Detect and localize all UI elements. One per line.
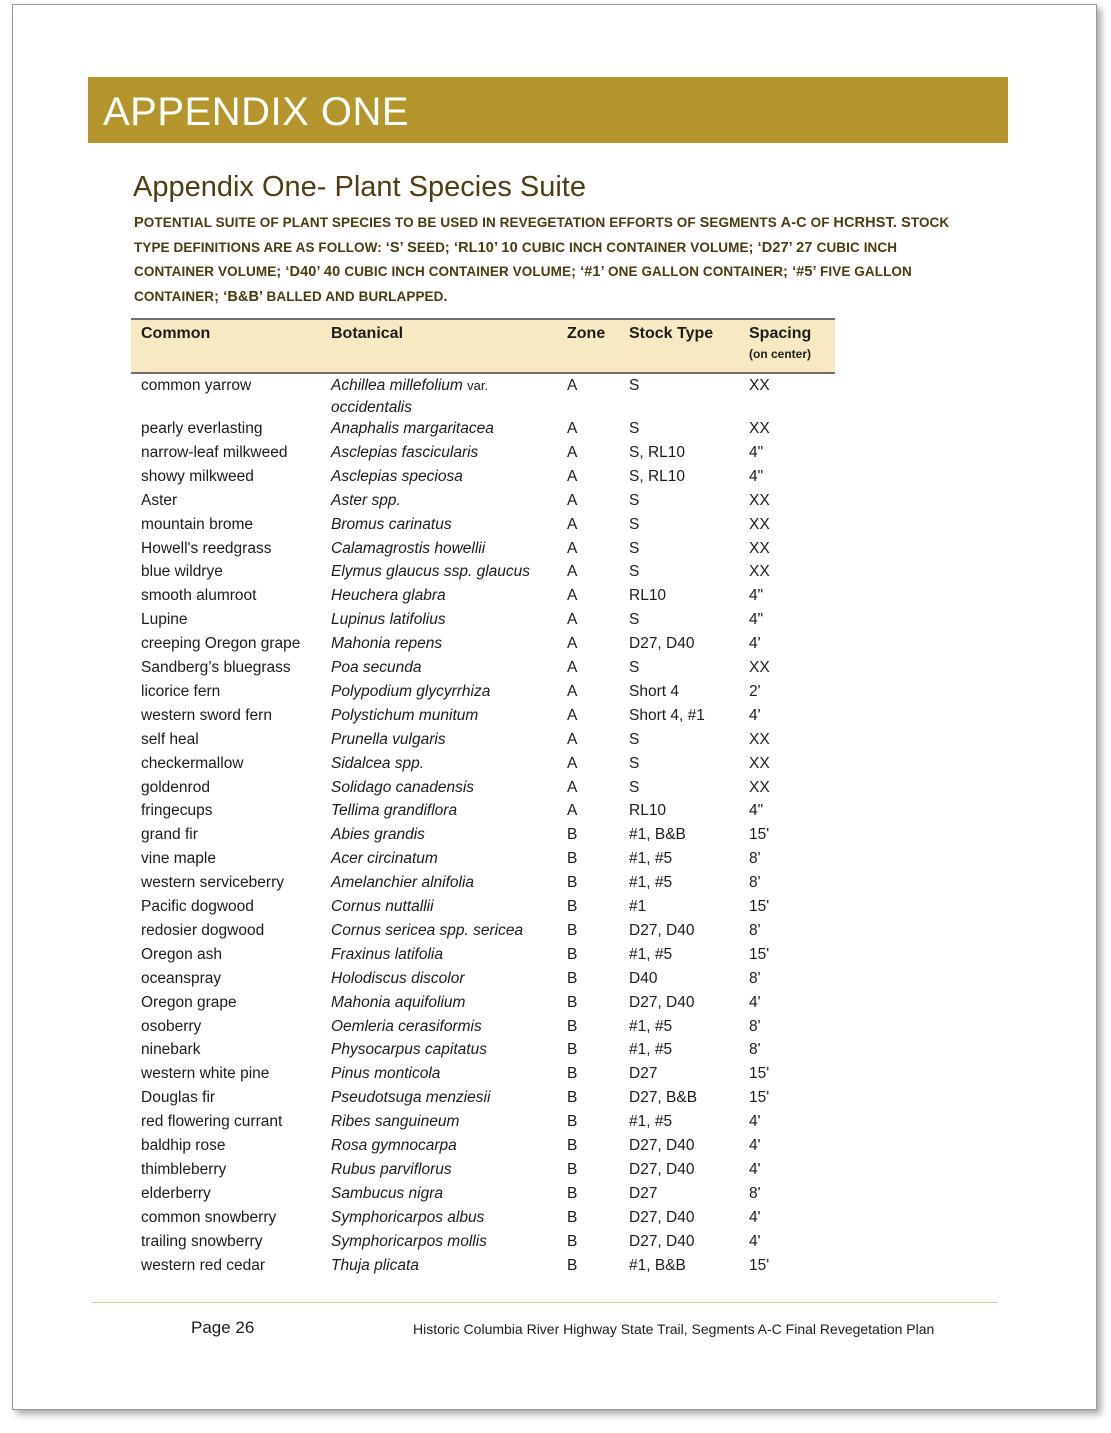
cell-common: mountain brome (141, 515, 254, 533)
cell-spacing: 2' (749, 682, 761, 700)
cell-stock-type: #1, B&B (629, 826, 686, 844)
botanical-name: Oemleria cerasiformis (331, 1017, 482, 1035)
cell-stock-type: #1, #5 (629, 1113, 673, 1131)
cell-botanical (331, 538, 485, 560)
cell-botanical (331, 657, 422, 679)
cell-common: ninebark (141, 1041, 201, 1059)
header-spacing (749, 324, 811, 362)
cell-spacing: 4" (749, 587, 764, 605)
cell-common: smooth alumroot (141, 587, 257, 605)
header-stock-type: Stock Type (629, 325, 714, 342)
cell-common: showy milkweed (141, 467, 254, 485)
cell-common: Lupine (141, 611, 188, 629)
cell-zone: B (567, 1256, 578, 1274)
cell-spacing: XX (749, 539, 770, 557)
cell-zone: A (567, 659, 578, 676)
document-page (12, 4, 1097, 1410)
cell-botanical (331, 753, 424, 775)
botanical-name: Pinus monticola (331, 1065, 441, 1083)
botanical-name: Prunella vulgaris (331, 730, 446, 748)
cell-botanical (331, 848, 438, 870)
cell-zone: B (567, 993, 578, 1011)
cell-zone: A (567, 754, 578, 772)
cell-botanical (331, 1183, 443, 1205)
cell-zone: A (567, 778, 578, 796)
cell-stock-type: D27 (629, 1065, 658, 1083)
cell-zone: A (567, 467, 578, 485)
cell-spacing: XX (749, 420, 770, 437)
cell-zone: B (567, 1160, 578, 1178)
cell-stock-type: #1, #5 (629, 1017, 673, 1035)
cell-spacing: 4' (749, 1113, 761, 1131)
cell-stock-type: S (629, 491, 640, 509)
cell-botanical (331, 609, 446, 631)
cell-spacing: XX (749, 754, 770, 772)
cell-stock-type: RL10 (629, 802, 667, 820)
cell-zone: B (567, 921, 578, 939)
cell-spacing: 4" (749, 611, 764, 629)
cell-botanical (331, 777, 474, 799)
cell-common: self heal (141, 730, 199, 748)
cell-common: oceanspray (141, 969, 222, 987)
botanical-name: Fraxinus latifolia (331, 945, 443, 963)
cell-botanical (331, 968, 465, 990)
cell-botanical (331, 896, 434, 918)
botanical-name: Mahonia repens (331, 635, 443, 653)
cell-zone: A (567, 491, 578, 509)
cell-common: checkermallow (141, 754, 244, 772)
cell-botanical (331, 920, 523, 942)
cell-spacing: 15' (749, 1089, 770, 1107)
cell-stock-type: S (629, 515, 640, 533)
botanical-name: Rosa gymnocarpa (331, 1137, 457, 1154)
cell-common: goldenrod (141, 778, 210, 796)
cell-zone: A (567, 730, 578, 748)
cell-zone: A (567, 420, 578, 437)
botanical-name: Cornus nuttallii (331, 898, 434, 915)
botanical-name: Sidalcea spp. (331, 754, 425, 772)
cell-zone: A (567, 563, 578, 581)
cell-spacing: 15' (749, 826, 770, 844)
cell-botanical (331, 1231, 487, 1253)
cell-stock-type: #1, #5 (629, 1041, 673, 1059)
botanical-name: Abies grandis (331, 826, 425, 844)
cell-zone: B (567, 1041, 578, 1059)
cell-common: osoberry (141, 1017, 202, 1035)
cell-common: vine maple (141, 850, 216, 868)
cell-zone: B (567, 874, 578, 892)
cell-zone: A (567, 515, 578, 533)
cell-stock-type: D27, D40 (629, 993, 695, 1011)
cell-stock-type: D27 (629, 1184, 658, 1202)
cell-zone: A (567, 706, 578, 724)
footer-divider (92, 1302, 998, 1303)
botanical-name: Asclepias fascicularis (331, 443, 479, 461)
cell-spacing: XX (749, 563, 770, 581)
cell-stock-type: Short 4 (629, 682, 679, 700)
cell-common: trailing snowberry (141, 1232, 263, 1250)
cell-botanical (331, 490, 401, 512)
cell-zone: A (567, 682, 578, 700)
cell-botanical (331, 418, 494, 440)
cell-common: baldhip rose (141, 1137, 226, 1154)
cell-botanical (331, 681, 490, 703)
cell-botanical (331, 1159, 452, 1181)
cell-zone: B (567, 850, 578, 868)
cell-zone: A (567, 635, 578, 653)
cell-stock-type: #1, #5 (629, 945, 673, 963)
cell-stock-type: S (629, 754, 640, 772)
cell-common: Douglas fir (141, 1089, 216, 1107)
header-spacing-sub: (on center) (749, 347, 812, 361)
header-botanical: Botanical (331, 325, 404, 342)
botanical-name: Amelanchier alnifolia (331, 874, 475, 892)
botanical-name: Lupinus latifolius (331, 611, 446, 629)
cell-botanical (331, 375, 488, 419)
botanical-name: Pseudotsuga menziesii (331, 1089, 491, 1107)
header-zone: Zone (567, 325, 606, 342)
cell-stock-type: #1 (629, 898, 647, 915)
cell-stock-type: S (629, 659, 640, 676)
cell-zone: B (567, 1017, 578, 1035)
cell-botanical (331, 1039, 487, 1061)
cell-spacing: 15' (749, 898, 770, 915)
cell-spacing: 8' (749, 1041, 761, 1059)
cell-common: narrow-leaf milkweed (141, 443, 288, 461)
cell-botanical (331, 800, 457, 822)
cell-stock-type: D27, D40 (629, 1160, 695, 1178)
cell-stock-type: S (629, 420, 640, 437)
cell-common: fringecups (141, 802, 213, 820)
cell-common: elderberry (141, 1184, 211, 1202)
botanical-name: Symphoricarpos albus (331, 1208, 485, 1226)
cell-stock-type: D40 (629, 969, 658, 987)
cell-zone: B (567, 945, 578, 963)
cell-zone: B (567, 1232, 578, 1250)
cell-zone: B (567, 969, 578, 987)
cell-botanical (331, 1255, 419, 1277)
botanical-name: Calamagrostis howellii (331, 539, 486, 557)
intro-text: POTENTIAL SUITE OF PLANT SPECIES TO BE USED IN REVEGETATION EFFORTS OF SEGMENTS A-C OF HCRHST. STOCK (134, 215, 950, 231)
cell-common: Oregon grape (141, 993, 237, 1011)
cell-common: common snowberry (141, 1208, 277, 1226)
cell-common: western serviceberry (141, 874, 284, 892)
cell-stock-type: S (629, 563, 640, 581)
cell-common: pearly everlasting (141, 420, 263, 437)
cell-zone: A (567, 443, 578, 461)
table-header (131, 318, 835, 374)
botanical-name: Holodiscus discolor (331, 969, 465, 987)
intro-text: TYPE DEFINITIONS ARE AS FOLLOW: ‘S’ SEED; ‘RL10’ 10 CUBIC INCH CONTAINER VOLUME; ‘D27’ 27 CUBIC INCH (134, 239, 898, 256)
header-common: Common (141, 325, 211, 342)
cell-spacing: XX (749, 730, 770, 748)
cell-spacing: 15' (749, 945, 770, 963)
cell-zone: A (567, 377, 578, 394)
cell-zone: B (567, 826, 578, 844)
cell-spacing: 15' (749, 1065, 770, 1083)
cell-common: western white pine (141, 1065, 270, 1083)
cell-common: thimbleberry (141, 1160, 227, 1178)
cell-spacing: 4' (749, 1160, 761, 1178)
cell-stock-type: D27, D40 (629, 635, 695, 653)
cell-stock-type: D27, B&B (629, 1089, 698, 1107)
botanical-name: Polystichum munitum (331, 706, 479, 724)
cell-stock-type: S, RL10 (629, 443, 686, 461)
cell-spacing: 4' (749, 1232, 761, 1250)
botanical-name: Achillea millefolium (331, 377, 463, 394)
botanical-name: Mahonia aquifolium (331, 993, 466, 1011)
intro-text: CONTAINER; ‘B&B’ BALLED AND BURLAPPED. (134, 288, 448, 305)
cell-spacing: 4' (749, 706, 761, 724)
cell-botanical (331, 633, 442, 655)
botanical-name: Physocarpus capitatus (331, 1041, 487, 1059)
cell-zone: A (567, 611, 578, 629)
cell-spacing: 4" (749, 443, 764, 461)
cell-stock-type: #1, B&B (629, 1256, 686, 1274)
cell-botanical (331, 514, 452, 536)
cell-botanical (331, 1135, 457, 1157)
cell-spacing: 4' (749, 993, 761, 1011)
cell-spacing: 8' (749, 850, 761, 868)
cell-stock-type: D27, D40 (629, 1137, 695, 1154)
cell-stock-type: #1, #5 (629, 874, 673, 892)
cell-zone: B (567, 1089, 578, 1107)
cell-spacing: XX (749, 491, 770, 509)
cell-spacing: XX (749, 515, 770, 533)
cell-stock-type: D27, D40 (629, 921, 695, 939)
cell-spacing: XX (749, 778, 770, 796)
cell-spacing: 4" (749, 467, 764, 485)
cell-botanical (331, 1087, 490, 1109)
cell-botanical (331, 561, 530, 583)
cell-spacing: 8' (749, 921, 761, 939)
cell-botanical (331, 466, 463, 488)
cell-botanical (331, 442, 478, 464)
header-spacing-label: Spacing (749, 325, 812, 342)
botanical-name: Acer circinatum (331, 850, 438, 868)
cell-stock-type: S, RL10 (629, 467, 686, 485)
cell-botanical (331, 1016, 482, 1038)
cell-common: western red cedar (141, 1256, 266, 1274)
cell-zone: B (567, 1184, 578, 1202)
cell-spacing: 15' (749, 1256, 770, 1274)
cell-spacing: 8' (749, 1017, 761, 1035)
cell-stock-type: S (629, 730, 640, 748)
cell-botanical (331, 944, 443, 966)
cell-common: Aster (141, 491, 178, 509)
botanical-name: Ribes sanguineum (331, 1113, 460, 1131)
cell-common: Oregon ash (141, 945, 222, 963)
footer-document-title: Historic Columbia River Highway State Trail, Segments A-C Final Revegetation Plan (413, 1321, 935, 1337)
botanical-name: Solidago canadensis (331, 778, 475, 796)
cell-spacing: 4' (749, 1208, 761, 1226)
botanical-name: Elymus glaucus ssp. glaucus (331, 563, 531, 581)
botanical-name: Symphoricarpos mollis (331, 1232, 487, 1250)
cell-spacing: 8' (749, 969, 761, 987)
cell-spacing: 8' (749, 1184, 761, 1202)
cell-zone: B (567, 898, 578, 915)
botanical-name: Sambucus nigra (331, 1184, 444, 1202)
cell-spacing: XX (749, 377, 770, 394)
cell-stock-type: #1, #5 (629, 850, 673, 868)
cell-stock-type: RL10 (629, 587, 667, 605)
cell-common: creeping Oregon grape (141, 635, 301, 653)
cell-botanical (331, 1207, 484, 1229)
botanical-name: Polypodium glycyrrhiza (331, 682, 491, 700)
cell-zone: B (567, 1208, 578, 1226)
botanical-name: Bromus carinatus (331, 515, 452, 533)
cell-zone: B (567, 1113, 578, 1131)
banner-title: APPENDIX ONE (103, 90, 410, 134)
cell-spacing: 4' (749, 635, 761, 653)
intro-paragraph (134, 211, 954, 309)
botanical-name: Cornus sericea spp. sericea (331, 921, 524, 939)
cell-common: Pacific dogwood (141, 898, 254, 915)
cell-zone: B (567, 1065, 578, 1083)
cell-botanical (331, 729, 446, 751)
cell-zone: A (567, 802, 578, 820)
cell-botanical (331, 992, 465, 1014)
appendix-banner (88, 77, 1008, 143)
botanical-name: Heuchera glabra (331, 587, 446, 605)
intro-text: CONTAINER VOLUME; ‘D40’ 40 CUBIC INCH CONTAINER VOLUME; ‘#1’ ONE GALLON CONTAINER; ‘#5’ FIVE GALLON (134, 264, 912, 280)
cell-spacing: 8' (749, 874, 761, 892)
cell-common: Howell's reedgrass (141, 539, 272, 557)
botanical-name-cont: occidentalis (331, 399, 412, 416)
botanical-name: Aster spp. (331, 491, 401, 509)
cell-botanical (331, 824, 425, 846)
cell-spacing: 4' (749, 1137, 761, 1154)
cell-botanical (331, 705, 478, 727)
cell-common: Sandberg’s bluegrass (141, 659, 291, 676)
cell-zone: A (567, 587, 578, 605)
botanical-name: Tellima grandiflora (331, 802, 458, 820)
cell-stock-type: S (629, 539, 640, 557)
footer-page-number: Page 26 (191, 1318, 255, 1337)
botanical-name: Anaphalis margaritacea (331, 420, 494, 437)
cell-stock-type: S (629, 377, 640, 394)
cell-stock-type: S (629, 778, 640, 796)
cell-spacing: 4" (749, 802, 764, 820)
cell-common: grand fir (141, 826, 198, 844)
cell-common: redosier dogwood (141, 921, 265, 939)
cell-common: common yarrow (141, 377, 252, 394)
cell-spacing: XX (749, 659, 770, 676)
cell-botanical (331, 585, 446, 607)
botanical-name: Thuja plicata (331, 1256, 419, 1274)
cell-common: licorice fern (141, 682, 221, 700)
cell-zone: A (567, 539, 578, 557)
cell-botanical (331, 1063, 440, 1085)
page-heading: Appendix One- Plant Species Suite (133, 171, 586, 203)
botanical-var: var. (467, 378, 489, 393)
cell-stock-type: S (629, 611, 640, 629)
cell-stock-type: Short 4, #1 (629, 706, 705, 724)
botanical-name: Asclepias speciosa (331, 467, 463, 485)
cell-stock-type: D27, D40 (629, 1208, 695, 1226)
cell-stock-type: D27, D40 (629, 1232, 695, 1250)
cell-common: western sword fern (141, 706, 272, 724)
cell-common: red flowering currant (141, 1113, 283, 1131)
botanical-name: Rubus parviflorus (331, 1160, 452, 1178)
cell-botanical (331, 872, 474, 894)
botanical-name: Poa secunda (331, 659, 422, 676)
cell-botanical (331, 1111, 459, 1133)
cell-common: blue wildrye (141, 563, 223, 581)
cell-zone: B (567, 1137, 578, 1154)
